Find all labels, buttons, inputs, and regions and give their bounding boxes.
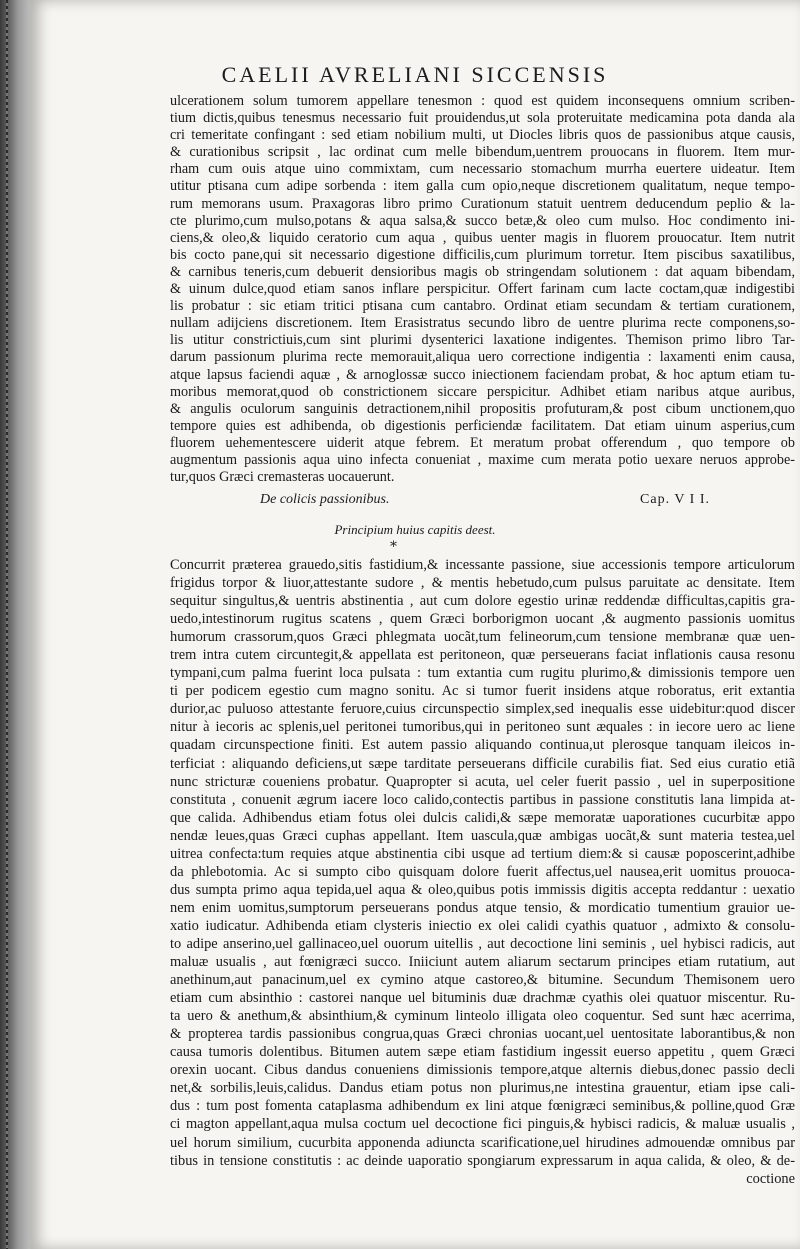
text-line: ulcerationem solum tumorem appellare tenesmon : quod est quidem inconsequens omnium scriben- xyxy=(170,93,795,109)
text-line: & curationibus scripsit , lac ordinat cum melle bibendum,uentrem prouocans in fluorem. Item mur- xyxy=(170,144,795,161)
text-line: dus sumpta primo aqua tepida,uel aqua & oleo,quibus potis immissis digitis accepta reddantur : uexatio xyxy=(170,881,795,898)
book-binding-edge xyxy=(0,0,30,1249)
text-line: net,& sorbilis,leuis,calidus. Dandus etiam potus non plurimus,ne intestina grauentur, etiam ipse cali- xyxy=(170,1080,795,1097)
text-line: rum memorans usum. Praxagoras libro primo Curationum statuit uentrem deducendum peplio & la- xyxy=(170,195,795,212)
text-line: & uinum dulce,quod etiam sanos inflare perspicitur. Offert farinam cum lacte coctam,quæ indigestibi xyxy=(170,281,795,298)
text-line: tibus in tensione constitutis : ac deinde uaporatio spongiarum expressarum in aqua calida, & oleo, & de- xyxy=(170,1152,795,1169)
text-line: uitrea confecta:tum requies atque abstinentia cibi usque ad tertium diem:& si causæ poposcerint,adhibe xyxy=(170,845,795,862)
text-line: anethinum,aut panacinum,uel ex cymino atque castoreo,& bitumine. Secundum Themisonem uero xyxy=(170,972,795,989)
running-head: CAELII AVRELIANI SICCENSIS xyxy=(221,62,609,87)
text-line: terficiat : aliquando deficiens,ut sæpe tarditate perseuerans difficile curabilis fiat. Sed eius curatio etiã xyxy=(170,755,795,772)
text-line: tium dictis,quibus tenesmus necessario fuit prouidendus,ut sola proteruitate medicamina pota danda ala xyxy=(170,110,795,127)
text-line: cte plurimo,cum mulso,potans & aqua salsa,& succo betæ,& oleo cum mulso. Hoc condimento ini- xyxy=(170,212,795,229)
text-line: to adipe anserino,uel gallinaceo,uel ouorum uitellis , aut decoctione lini seminis , uel hybisci radicis, aut xyxy=(170,935,795,952)
text-block-upper xyxy=(170,93,795,486)
text-line: ciens,& oleo,& liquido ceratorio cum aqua , quibus uenter magis in fluorem prouocatur. Item nutrit xyxy=(170,229,795,246)
text-line: & propterea tardis passionibus congrua,quas Græci chronias uocant,uel uentositate laborantibus,& non xyxy=(170,1026,795,1043)
text-line: uel horum similium, cucurbita apponenda adiuncta scarificatione,uel hirudines admouendæ omnibus par xyxy=(170,1134,795,1151)
text-line: etiam cum absinthio : castorei nanque uel bituminis duæ drachmæ cyathis olei quatuor miscentur. Ru- xyxy=(170,990,795,1007)
text-line: causa tumoris dolentibus. Bitumen autem sæpe etiam fastidium ingessit euerso appetitu , quem Græci xyxy=(170,1044,795,1061)
text-line: cri temeritate confingant : sed etiam nobilium multi, ut Diocles libris quos de passionibus atque causis, xyxy=(170,127,795,144)
text-line: nem enim uomitus,sumptorum perseuerans pondus atque tensio, & mordicatio tumentium grauior ue- xyxy=(170,899,795,916)
text-line: lis probatur : sic etiam tritici ptisana cum cantabro. Ordinat etiam secundam & tertiam curationem, xyxy=(170,298,795,315)
text-line: lis utitur constrictiuis,cum sint plurimi dysenterici laxatione indigentes. Themison primo libro Tar- xyxy=(170,332,795,349)
text-line: fluorem uehementescere uiderit atque febrem. Et meratum probat offerendum , quo tempore ob xyxy=(170,434,795,451)
chapter-number: Cap. V I I. xyxy=(640,492,710,507)
text-line: utitur ptisana cum adipe sorbenda : item galla cum opio,neque discretionem qualitatum, neque tempo- xyxy=(170,178,795,195)
text-line: bis cocto pane,qui sit necessario digestione difficilis,cum plurimum torretur. Item piscibus saxatilibus, xyxy=(170,246,795,263)
text-line: nendæ leues,quas Græci cuphas appellant. Item uascula,quæ ambigas uocãt,& sunt materia testea,uel xyxy=(170,827,795,844)
text-line: coctione xyxy=(746,1170,795,1187)
text-line: uedo,intestinorum rugitus scatens , quem Græci borborigmon uocant ,& augmento passionis uomitus xyxy=(170,611,795,628)
book-page xyxy=(30,0,800,1249)
text-block-lower xyxy=(170,556,795,1188)
text-line: moribus memorat,quod ob constrictionem siccare perspicitur. Adhibet etiam naribus atque auribus, xyxy=(170,383,795,400)
text-line: xatio iudicatur. Adhibenda etiam clysteris iniectio ex olei calidi cyathis quatuor , admixto & consolu- xyxy=(170,917,795,934)
text-line: ta uero & anethum,& absinthium,& cyminum linteolo illigata oleo coquentur. Sed sunt hæc acerrima, xyxy=(170,1008,795,1025)
text-line: Concurrit præterea grauedo,sitis fastidium,& incessante passione, siue accessionis tempore articulorum xyxy=(170,557,795,573)
text-line: frigidus torpor & liuor,attestante sudore , & mentis hebetudo,cum pulsus paruitate ac densitate. Item xyxy=(170,575,795,592)
text-line: dus : tum post fomenta cataplasma adhibendum ex lini atque fœnigræci seminibus,& polline,quod Græ xyxy=(170,1098,795,1115)
text-line: & carnibus teneris,cum debuerit densioribus magis ob stringendam solutionem : dat aquam bibendam, xyxy=(170,263,795,280)
text-line: nunc stricturæ coueniens probatur. Quapropter si acuta, uel celer fuerit passio , uel in superpositione xyxy=(170,773,795,790)
text-line: quadam circunspectione finiti. Est autem passio aliquando continua,ut plerosque tanquam ileicos in- xyxy=(170,737,795,754)
text-line: tympani,cum palma fuerint loca pulsata : tum extantia cum rugitu plurimo,& dimissionis tempore uen xyxy=(170,665,795,682)
text-line: nullam adijciens discretionem. Item Erasistratus secundo libro de uentre plurima recte componens,so- xyxy=(170,315,795,332)
text-line: constituta , conuenit ægrum iacere loco calido,contectis partibus in passione constitutis lana limpida at- xyxy=(170,791,795,808)
chapter-subtitle: Principium huius capitis deest. xyxy=(334,522,496,537)
text-line: ti per podicem egestio cum magno sonitu. Ac si tumor fuerit insidens atque roboratus, erit extantia xyxy=(170,683,795,700)
text-line: darum passionum plurima recte memorauit,aliqua uero correctione indigentia : laxamenti enim causa, xyxy=(170,349,795,366)
text-line: & angulis oculorum sanguinis detractionem,nihil propositis profuturam,& post cibum unctionem,quo xyxy=(170,400,795,417)
text-line: tur,quos Græci cremasteras uocauerunt. xyxy=(170,469,395,486)
chapter-title: De colicis passionibus. xyxy=(260,492,390,507)
text-line: rham cum ouis atque uino commixtam, cum necessario stomachum murrha euertere uideatur. Item xyxy=(170,161,795,178)
text-line: nitur à iecoris ac splenis,uel peritonei tumoribus,qui in peritoneo sunt æquales : in iecore uero ac liene xyxy=(170,719,795,736)
text-line: tempore quies est adhibenda, ob digestionis perficiendæ facilitatem. Dat etiam uinum asperius,cum xyxy=(170,417,795,434)
text-line: ci magton appellant,aqua mulsa coctum uel decoctione fici pinguis,& hybisci radicis, & maluæ usualis , xyxy=(170,1116,795,1133)
text-line: que calida. Adhibendus etiam fotus olei dulcis calidi,& sæpe memoratæ uaporationes cucurbitæ appo xyxy=(170,809,795,826)
text-line: durior,ac puluoso attestante feruore,cuius circunspectio simplex,sed inequalis esse uidebitur:quod discer xyxy=(170,701,795,718)
text-line: humorum crassorum,quos Græci phlegmata uocãt,tum felineorum,cum tensione membranæ quæ uen- xyxy=(170,629,795,646)
text-line: trem intra cutem circuntegit,& appellata est peritoneon, quæ perseuerans faciat inflationis causa resonu xyxy=(170,647,795,664)
text-line: da phlebotomia. Ac si sumpto cibo quisquam dolore fuerit affectus,uel nausea,erit uomitus prouoca- xyxy=(170,863,795,880)
chapter-heading xyxy=(260,492,710,508)
text-line: augmentum passionis aqua uino infecta conueniat , maxime cum merata potio uexare neruos approbe- xyxy=(170,451,795,468)
text-line: orexin uocant. Cibus dandus conueniens dimissionis tempore,atque alternis diebus,donec passio decli xyxy=(170,1062,795,1079)
asterisk-mark: * xyxy=(390,539,397,555)
text-line: maluæ usualis , aut fœnigræci succo. Iniiciunt autem aliarum sectarum principes etiam rutatium, aut xyxy=(170,954,795,971)
text-line: atque lapsus faciendi aquæ , & arnoglossæ succo iniectionem faciendam probat, & hoc aptum etiam tu- xyxy=(170,366,795,383)
text-line: sequitur singultus,& uentris abstinentia , aut cum dolore egestio urinæ reddendæ difficultas,capitis gra- xyxy=(170,593,795,610)
